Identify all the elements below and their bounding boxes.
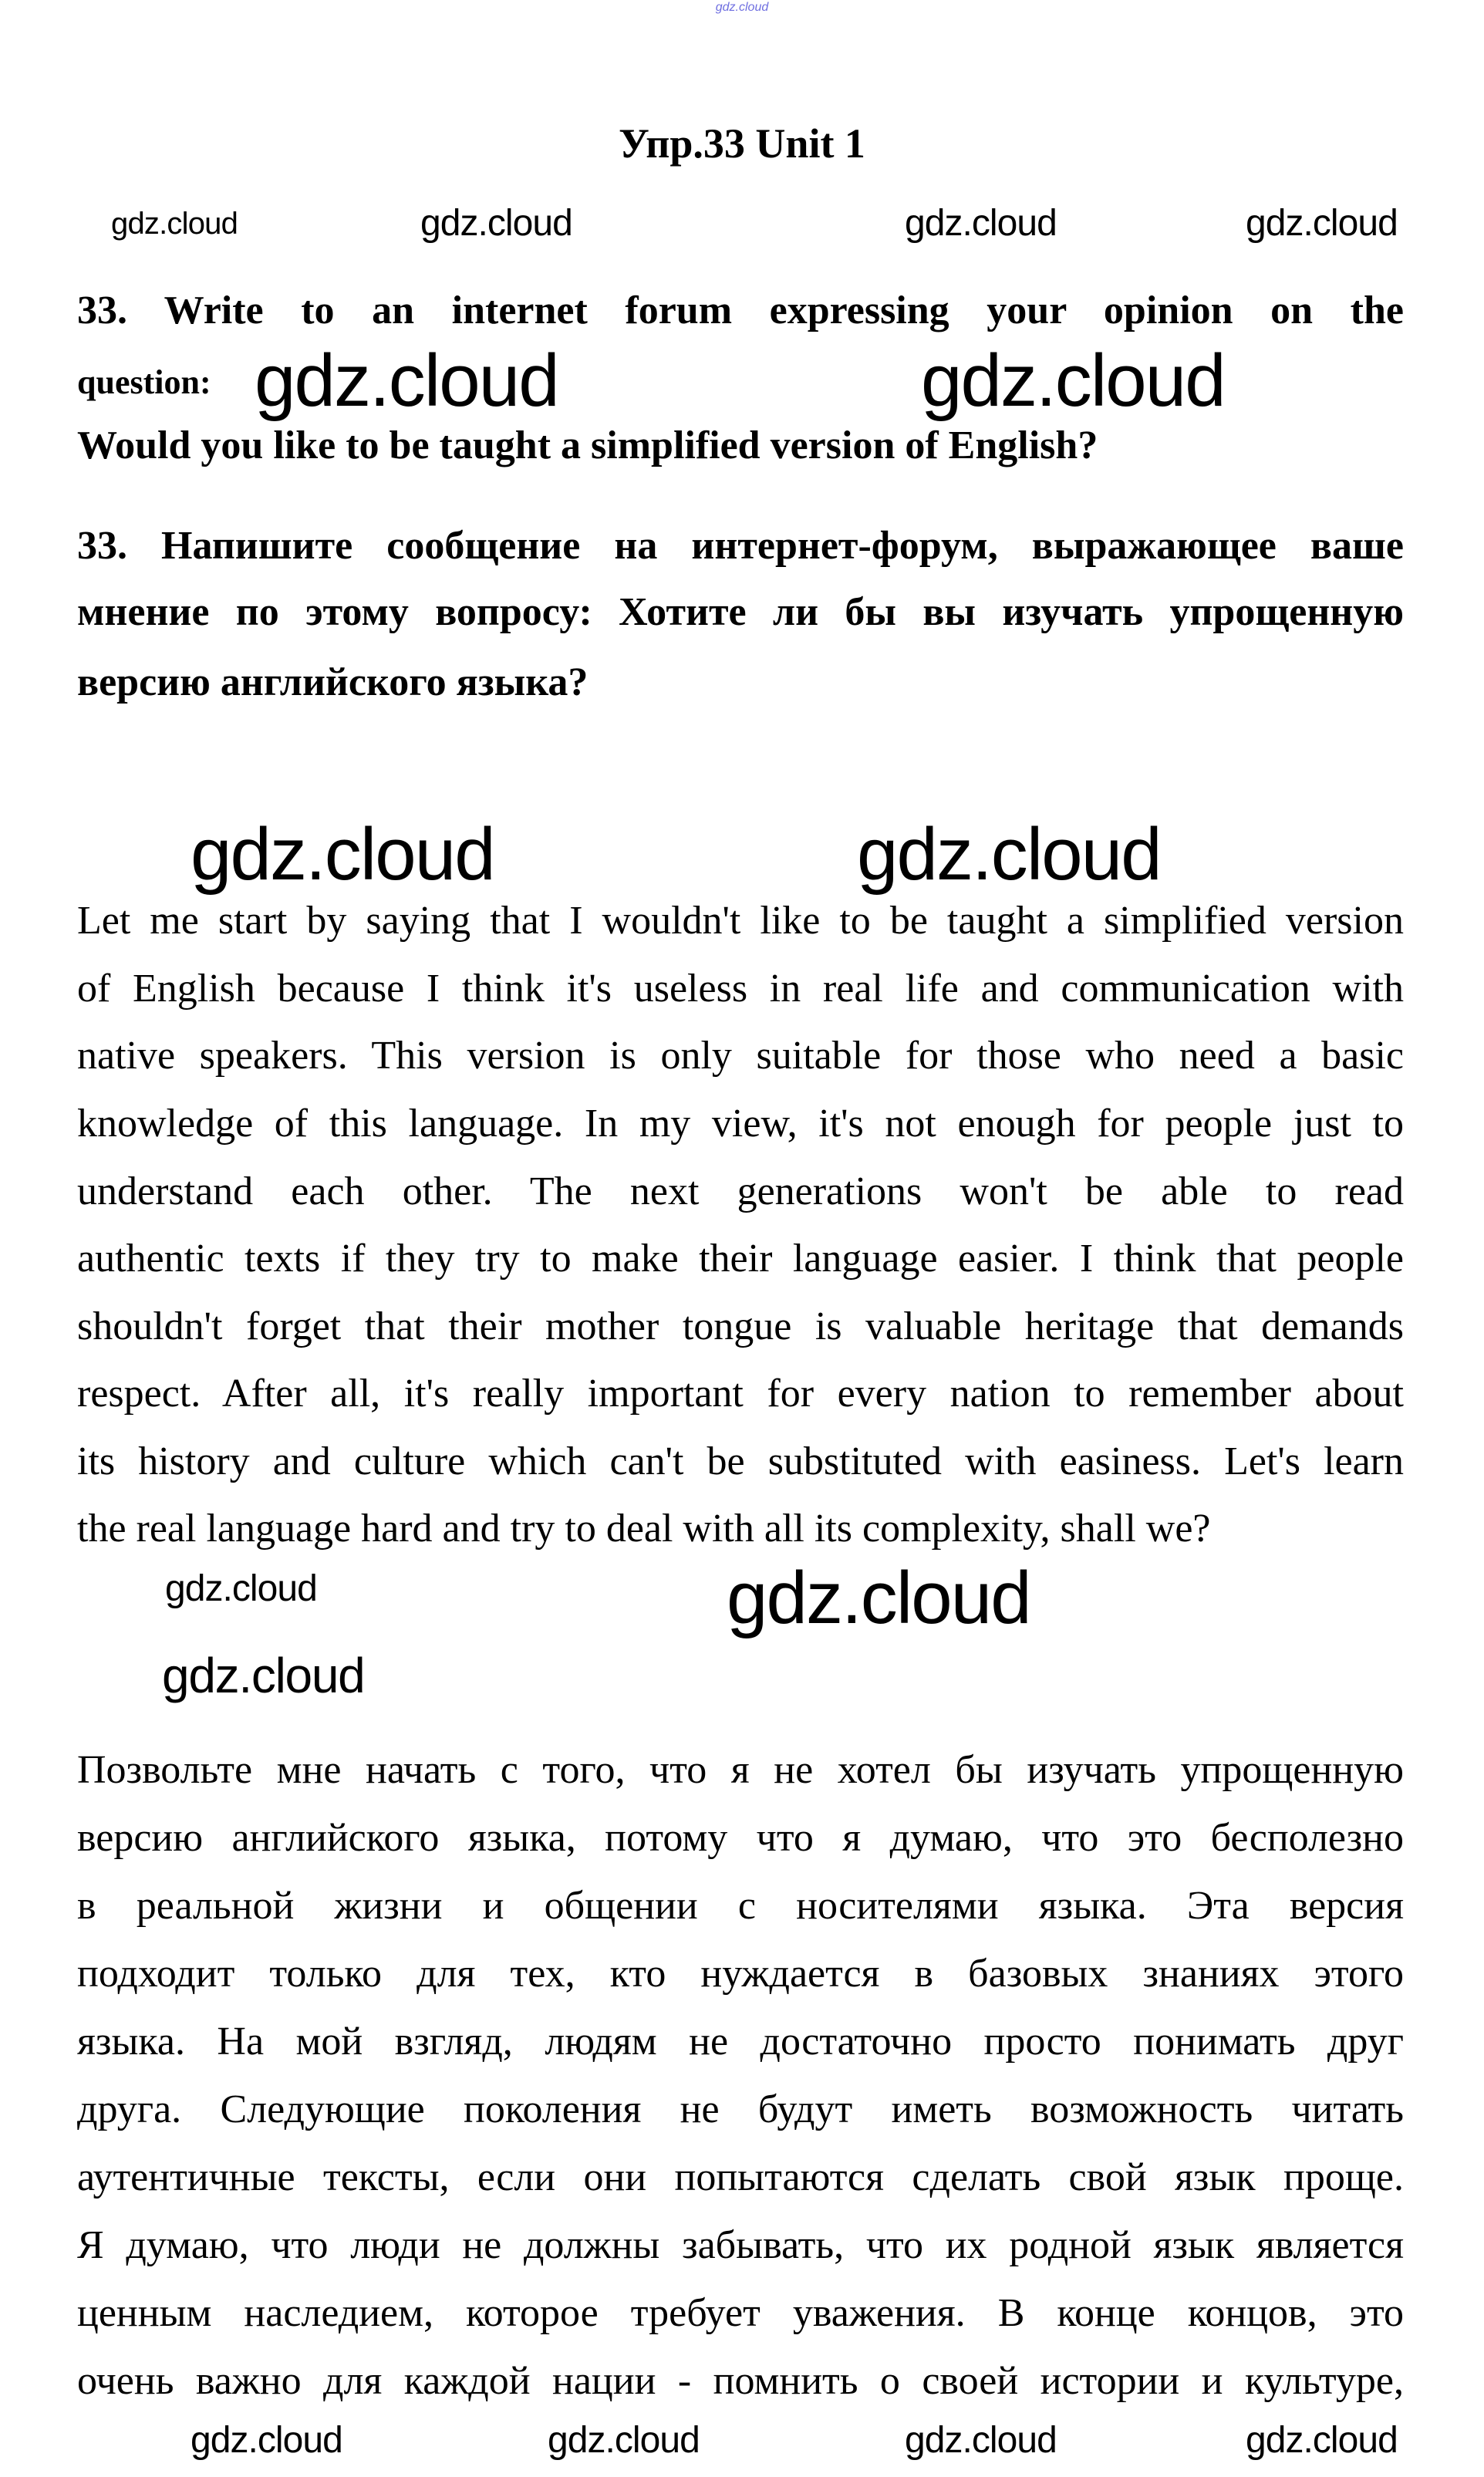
task-en-line: 33. Write to an internet forum expressing your opinion on the [77, 289, 1404, 332]
task-ru-line: 33. Напишите сообщение на интернет-форум, выражающее ваше [77, 524, 1404, 568]
watermark: gdz.cloud [255, 339, 558, 422]
answer-ru-line: Позвольте мне начать с того, что я не хотел бы изучать упрощенную [77, 1748, 1404, 1792]
watermark: gdz.cloud [548, 2420, 700, 2461]
answer-en-line: its history and culture which can't be substituted with easiness. Let's learn [77, 1439, 1404, 1483]
task-ru-line: мнение по этому вопросу: Хотите ли бы вы изучать упрощенную [77, 590, 1404, 634]
watermark: gdz.cloud [420, 203, 572, 244]
watermark: gdz.cloud [165, 1568, 317, 1609]
answer-en-line: Let me start by saying that I wouldn't like to be taught a simplified version [77, 899, 1404, 943]
answer-ru-line: ценным наследием, которое требует уважения. В конце концов, это [77, 2291, 1404, 2335]
task-ru-line: версию английского языка? [77, 660, 589, 704]
watermark: gdz.cloud [921, 339, 1225, 422]
watermark: gdz.cloud [905, 203, 1057, 244]
watermark: gdz.cloud [727, 1557, 1030, 1639]
answer-en-line: understand each other. The next generations won't be able to read [77, 1169, 1404, 1213]
watermark: gdz.cloud [162, 1648, 365, 1703]
answer-en-line: native speakers. This version is only suitable for those who need a basic [77, 1034, 1404, 1078]
answer-en-line: the real language hard and try to deal with all its complexity, shall we? [77, 1507, 1211, 1551]
watermark: gdz.cloud [191, 813, 494, 896]
answer-ru-line: подходит только для тех, кто нуждается в базовых знаниях этого [77, 1952, 1404, 1996]
answer-ru-line: языка. На мой взгляд, людям не достаточно просто понимать друг [77, 2020, 1404, 2064]
answer-ru-line: аутентичные тексты, если они попытаются сделать свой язык проще. [77, 2155, 1404, 2199]
answer-ru-line: Я думаю, что люди не должны забывать, что их родной язык является [77, 2223, 1404, 2267]
page-title: Упр.33 Unit 1 [619, 120, 865, 167]
task-en-question: Would you like to be taught a simplified version of English? [77, 424, 1098, 467]
watermark: gdz.cloud [905, 2420, 1057, 2461]
watermark: gdz.cloud [111, 207, 238, 241]
watermark: gdz.cloud [857, 813, 1161, 896]
answer-ru-line: в реальной жизни и общении с носителями языка. Эта версия [77, 1884, 1404, 1928]
question-label: question: [77, 363, 211, 401]
top-watermark: gdz.cloud [715, 1, 769, 14]
answer-en-line: authentic texts if they try to make their language easier. I think that people [77, 1237, 1404, 1281]
answer-ru-line: очень важно для каждой нации - помнить о своей истории и культуре, [77, 2359, 1404, 2403]
answer-ru-line: версию английского языка, потому что я думаю, что это бесполезно [77, 1816, 1404, 1860]
task-en-question-label [77, 358, 211, 404]
watermark: gdz.cloud [191, 2420, 342, 2461]
answer-ru-line: друга. Следующие поколения не будут иметь возможность читать [77, 2087, 1404, 2131]
answer-en-line: shouldn't forget that their mother tongue is valuable heritage that demands [77, 1304, 1404, 1348]
watermark: gdz.cloud [1246, 2420, 1398, 2461]
watermark: gdz.cloud [1246, 203, 1398, 244]
answer-en-line: knowledge of this language. In my view, it's not enough for people just to [77, 1102, 1404, 1146]
answer-en-line: of English because I think it's useless in real life and communication with [77, 967, 1404, 1011]
answer-en-line: respect. After all, it's really important for every nation to remember about [77, 1372, 1404, 1416]
